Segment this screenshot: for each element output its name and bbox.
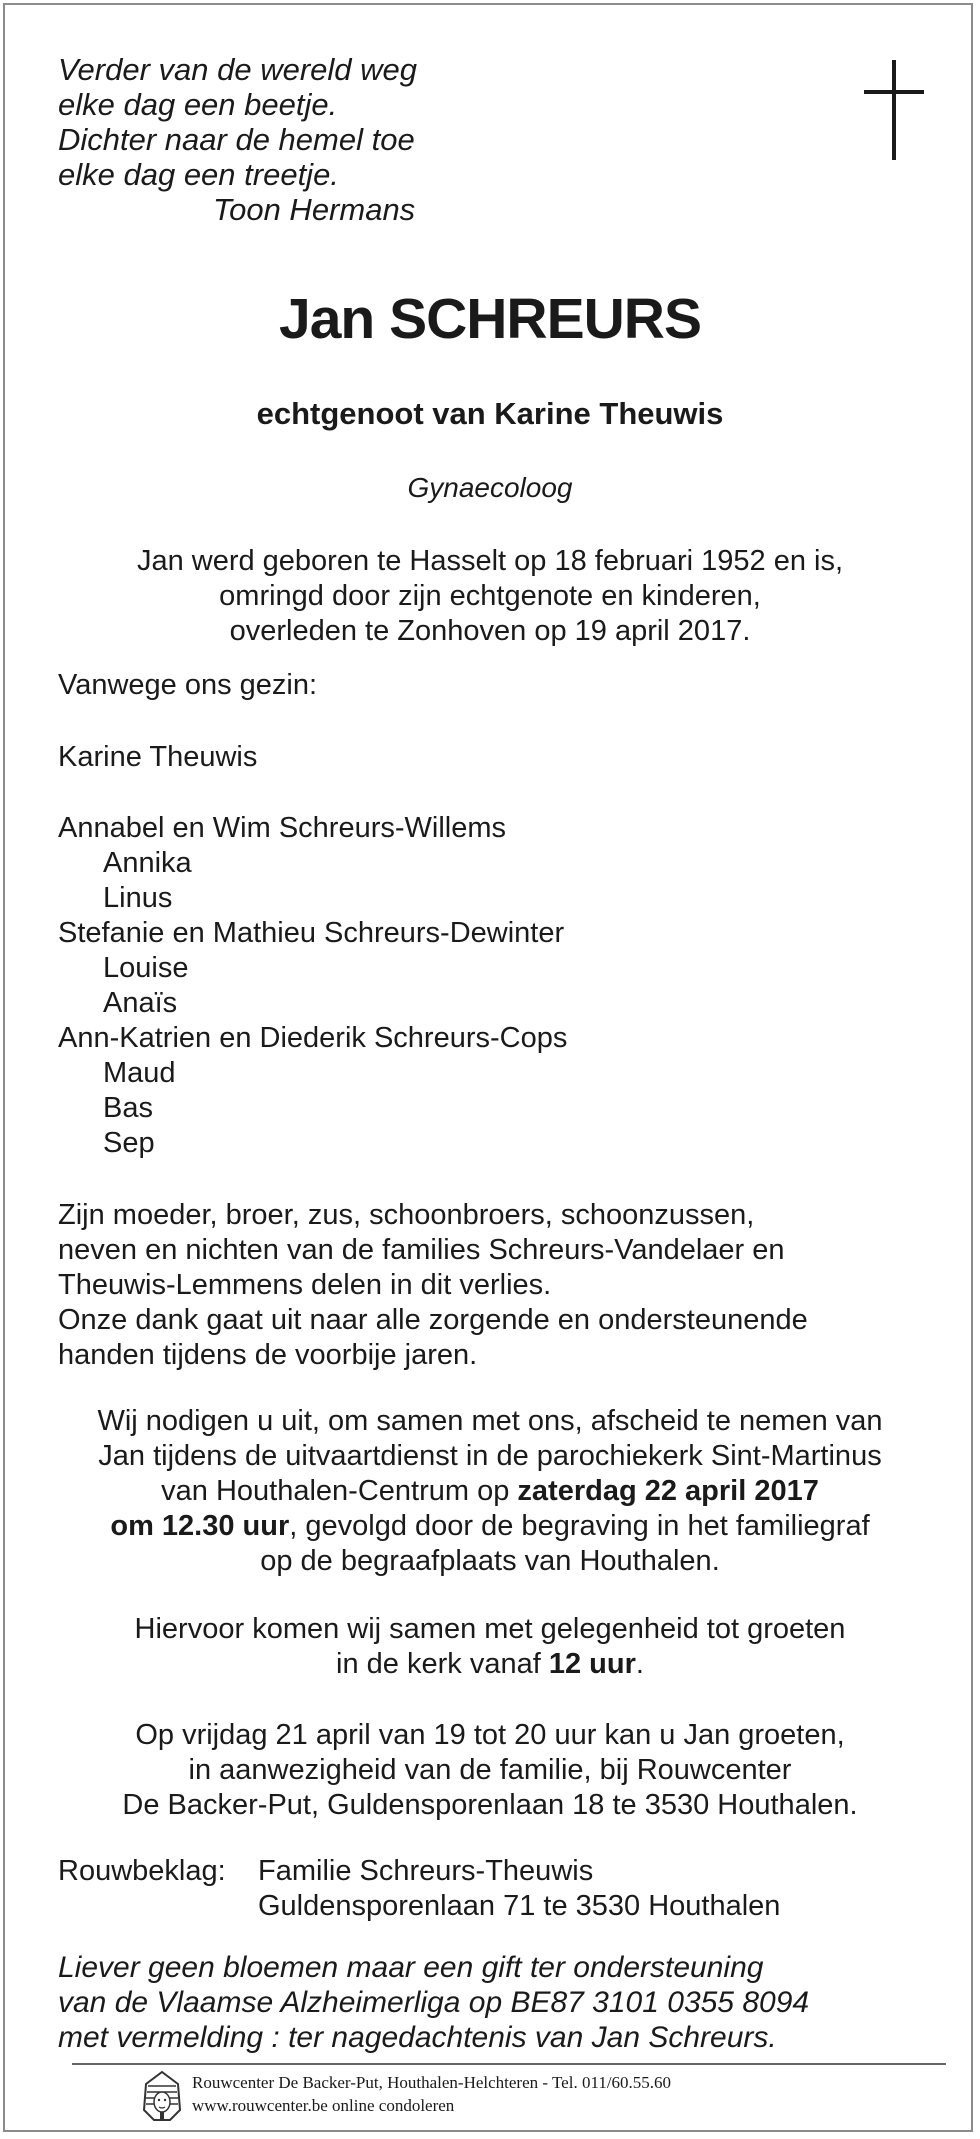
website-link[interactable]: www.rouwcenter.be online condoleren: [192, 2096, 455, 2115]
pharaoh-head-logo: [140, 2070, 184, 2122]
family-spouse: Karine Theuwis: [58, 741, 258, 773]
paragraph-line: Wij nodigen u uit, om samen met ons, afscheid te nemen van: [97, 1405, 883, 1437]
paragraph-line: Liever geen bloemen maar een gift ter ondersteuning: [58, 1951, 764, 1984]
family-member-line: Annabel en Wim Schreurs-Willems: [58, 812, 507, 844]
paragraph-line: Op vrijdag 21 april van 19 tot 20 uur kan u Jan groeten,: [135, 1719, 845, 1751]
paragraph-line: van de Vlaamse Alzheimerliga op BE87 3101 0355 8094: [58, 1986, 810, 2019]
paragraph-line: De Backer-Put, Guldensporenlaan 18 te 3530 Houthalen.: [122, 1789, 858, 1821]
poem-line: Verder van de wereld weg: [58, 52, 417, 87]
family-member-line: Stefanie en Mathieu Schreurs-Dewinter: [58, 917, 565, 949]
paragraph-line: Theuwis-Lemmens delen in dit verlies.: [58, 1269, 552, 1301]
deceased-name: Jan SCHREURS: [279, 287, 701, 351]
paragraph-line: [0, 1474, 980, 1509]
paragraph-line: in aanwezigheid van de familie, bij Rouwcenter: [188, 1754, 792, 1786]
paragraph-line: overleden te Zonhoven op 19 april 2017.: [229, 615, 751, 647]
footer-text: [192, 2071, 671, 2117]
poem-line: Dichter naar de hemel toe: [58, 122, 415, 157]
paragraph-line: Hiervoor komen wij samen met gelegenheid tot groeten: [134, 1613, 846, 1645]
paragraph-line: [0, 1509, 980, 1544]
paragraph-line: met vermelding : ter nagedachtenis van Jan Schreurs.: [58, 2021, 777, 2054]
poem-author: Toon Hermans: [213, 192, 416, 227]
viewing-paragraph: [0, 1718, 980, 1823]
paragraph-line: Jan werd geboren te Hasselt op 18 februari 1952 en is,: [136, 545, 844, 577]
family-member-line: Ann-Katrien en Diederik Schreurs-Cops: [58, 1022, 568, 1054]
paragraph-line: handen tijdens de voorbije jaren.: [58, 1339, 478, 1371]
grandchild-name: Sep: [103, 1127, 155, 1159]
gathering-time: 12 uur: [548, 1648, 636, 1680]
poem-line: elke dag een beetje.: [58, 87, 338, 122]
paragraph-line: op de begraafplaats van Houthalen.: [260, 1545, 720, 1577]
profession: Gynaecoloog: [407, 472, 573, 503]
text-run: van Houthalen-Centrum op: [161, 1475, 518, 1507]
text-run: in de kerk vanaf: [336, 1648, 549, 1680]
paragraph-line: Onze dank gaat uit naar alle zorgende en ondersteunende: [58, 1304, 808, 1336]
paragraph-line: Jan tijdens de uitvaartdienst in de parochiekerk Sint-Martinus: [98, 1440, 882, 1472]
grandchild-name: Annika: [103, 847, 192, 879]
text-run: , gevolgd door de begraving in het familiegraf: [289, 1510, 870, 1542]
family-heading: Vanwege ons gezin:: [58, 669, 318, 701]
footer-divider: [72, 2063, 946, 2065]
family-list: [58, 811, 567, 1161]
closing-note: [58, 1950, 809, 2055]
grandchild-name: Linus: [103, 882, 173, 914]
paragraph-line: omringd door zijn echtgenote en kinderen,: [219, 580, 761, 612]
poem-line: elke dag een treetje.: [58, 157, 339, 192]
grandchild-name: Anaïs: [103, 987, 178, 1019]
relatives-paragraph: [58, 1198, 808, 1373]
funeral-home-line: Rouwcenter De Backer-Put, Houthalen-Helchteren - Tel. 011/60.55.60: [192, 2073, 672, 2092]
funeral-paragraph: [0, 1404, 980, 1579]
grandchild-name: Maud: [103, 1057, 176, 1089]
spouse-line: echtgenoot van Karine Theuwis: [256, 396, 724, 431]
grandchild-name: Louise: [103, 952, 189, 984]
condolence-name: Familie Schreurs-Theuwis: [258, 1855, 594, 1887]
paragraph-line: neven en nichten van de families Schreurs-Vandelaer en: [58, 1234, 785, 1266]
paragraph-line: [0, 1647, 980, 1682]
birth-death-paragraph: [0, 544, 980, 649]
paragraph-line: Zijn moeder, broer, zus, schoonbroers, schoonzussen,: [58, 1199, 755, 1231]
latin-cross-icon: [864, 60, 924, 160]
grandchild-name: Bas: [103, 1092, 153, 1124]
gathering-paragraph: [0, 1612, 980, 1682]
condolence-street: Guldensporenlaan 71 te 3530 Houthalen: [258, 1890, 781, 1922]
condolence-label: Rouwbeklag:: [58, 1855, 226, 1887]
funeral-time: om 12.30 uur: [110, 1510, 290, 1542]
text-run: .: [635, 1648, 644, 1680]
funeral-date: zaterdag 22 april 2017: [517, 1475, 819, 1507]
poem: [58, 52, 417, 227]
